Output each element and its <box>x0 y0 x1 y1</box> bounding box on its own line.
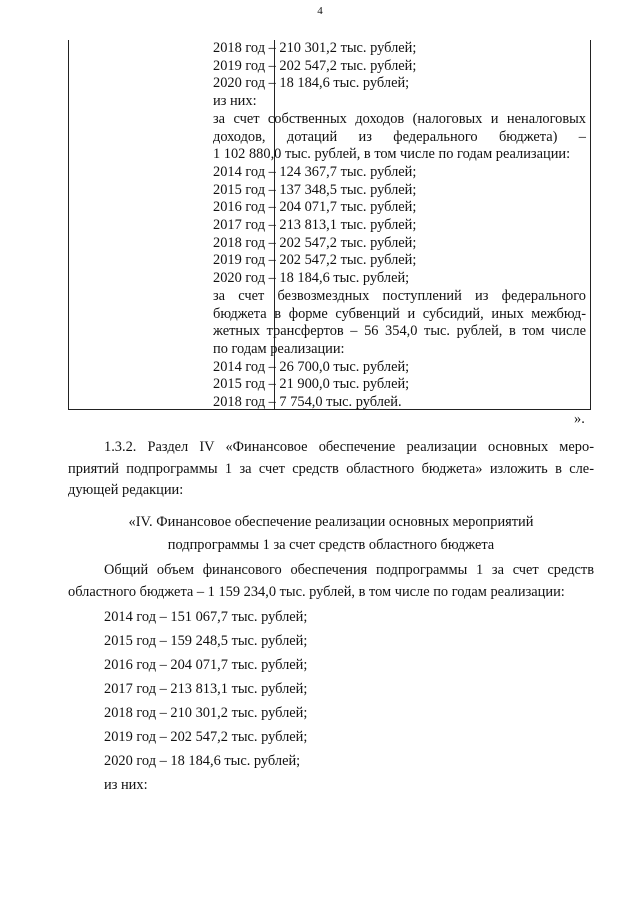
summary-paragraph <box>68 560 594 603</box>
year-item: 2016 год – 204 071,7 тыс. рублей; <box>104 657 308 673</box>
table-line: бюджета в форме субвенций и субсидий, иных межбюд- <box>213 305 586 322</box>
page-number: 4 <box>317 5 323 17</box>
paragraph-line: дующей редакции: <box>68 482 184 498</box>
table-line: 2019 год – 202 547,2 тыс. рублей; <box>213 252 417 269</box>
table-line: 2014 год – 124 367,7 тыс. рублей; <box>213 163 417 180</box>
table-line: 2015 год – 137 348,5 тыс. рублей; <box>213 181 417 198</box>
table-line: 2015 год – 21 900,0 тыс. рублей; <box>213 376 410 393</box>
table-line: 2017 год – 213 813,1 тыс. рублей; <box>213 217 417 234</box>
year-item: 2019 год – 202 547,2 тыс. рублей; <box>104 729 308 745</box>
paragraph-line: областного бюджета – 1 159 234,0 тыс. рублей, в том числе по годам реализации: <box>68 583 565 600</box>
table-line: 2014 год – 26 700,0 тыс. рублей; <box>213 358 410 375</box>
section-heading <box>68 511 594 557</box>
year-item: 2020 год – 18 184,6 тыс. рублей; <box>104 753 301 769</box>
year-item: из них: <box>104 777 148 793</box>
table-cell-funding-text <box>213 40 586 412</box>
amendment-paragraph <box>68 437 594 502</box>
section-heading-line: подпрограммы 1 за счет средств областного бюджета <box>167 537 495 553</box>
table-line: доходов, дотаций из федерального бюджета) – <box>213 128 586 145</box>
year-item: 2018 год – 210 301,2 тыс. рублей; <box>104 705 308 721</box>
yearly-funding-list <box>104 605 307 797</box>
table-line: за счет безвозмездных поступлений из федерального <box>213 287 586 304</box>
year-item: 2015 год – 159 248,5 тыс. рублей; <box>104 633 308 649</box>
year-item: 2014 год – 151 067,7 тыс. рублей; <box>104 609 308 625</box>
table-line: по годам реализации: <box>213 340 345 357</box>
table-line: 2018 год – 7 754,0 тыс. рублей. <box>213 394 402 411</box>
table-line: 1 102 880,0 тыс. рублей, в том числе по годам реализации: <box>213 146 571 163</box>
table-line: из них: <box>213 93 257 110</box>
table-line: 2016 год – 204 071,7 тыс. рублей; <box>213 199 417 216</box>
table-line: 2018 год – 202 547,2 тыс. рублей; <box>213 234 417 251</box>
closing-quote: ». <box>574 411 585 427</box>
paragraph-line: Общий объем финансового обеспечения подпрограммы 1 за счет средств <box>104 562 594 578</box>
table-line: за счет собственных доходов (налоговых и неналоговых <box>213 110 586 127</box>
table-line: 2020 год – 18 184,6 тыс. рублей; <box>213 75 410 92</box>
table-line: жетных трансфертов – 56 354,0 тыс. рублей, в том числе <box>213 323 586 340</box>
table-line: 2018 год – 210 301,2 тыс. рублей; <box>213 40 417 56</box>
paragraph-line: 1.3.2. Раздел IV «Финансовое обеспечение реализации основных меро- <box>104 439 594 455</box>
table-line: 2020 год – 18 184,6 тыс. рублей; <box>213 270 410 287</box>
paragraph-line: приятий подпрограммы 1 за счет средств областного бюджета» изложить в сле- <box>68 460 594 477</box>
year-item: 2017 год – 213 813,1 тыс. рублей; <box>104 681 308 697</box>
section-heading-line: «IV. Финансовое обеспечение реализации основных мероприятий <box>128 514 534 530</box>
table-line: 2019 год – 202 547,2 тыс. рублей; <box>213 57 417 74</box>
